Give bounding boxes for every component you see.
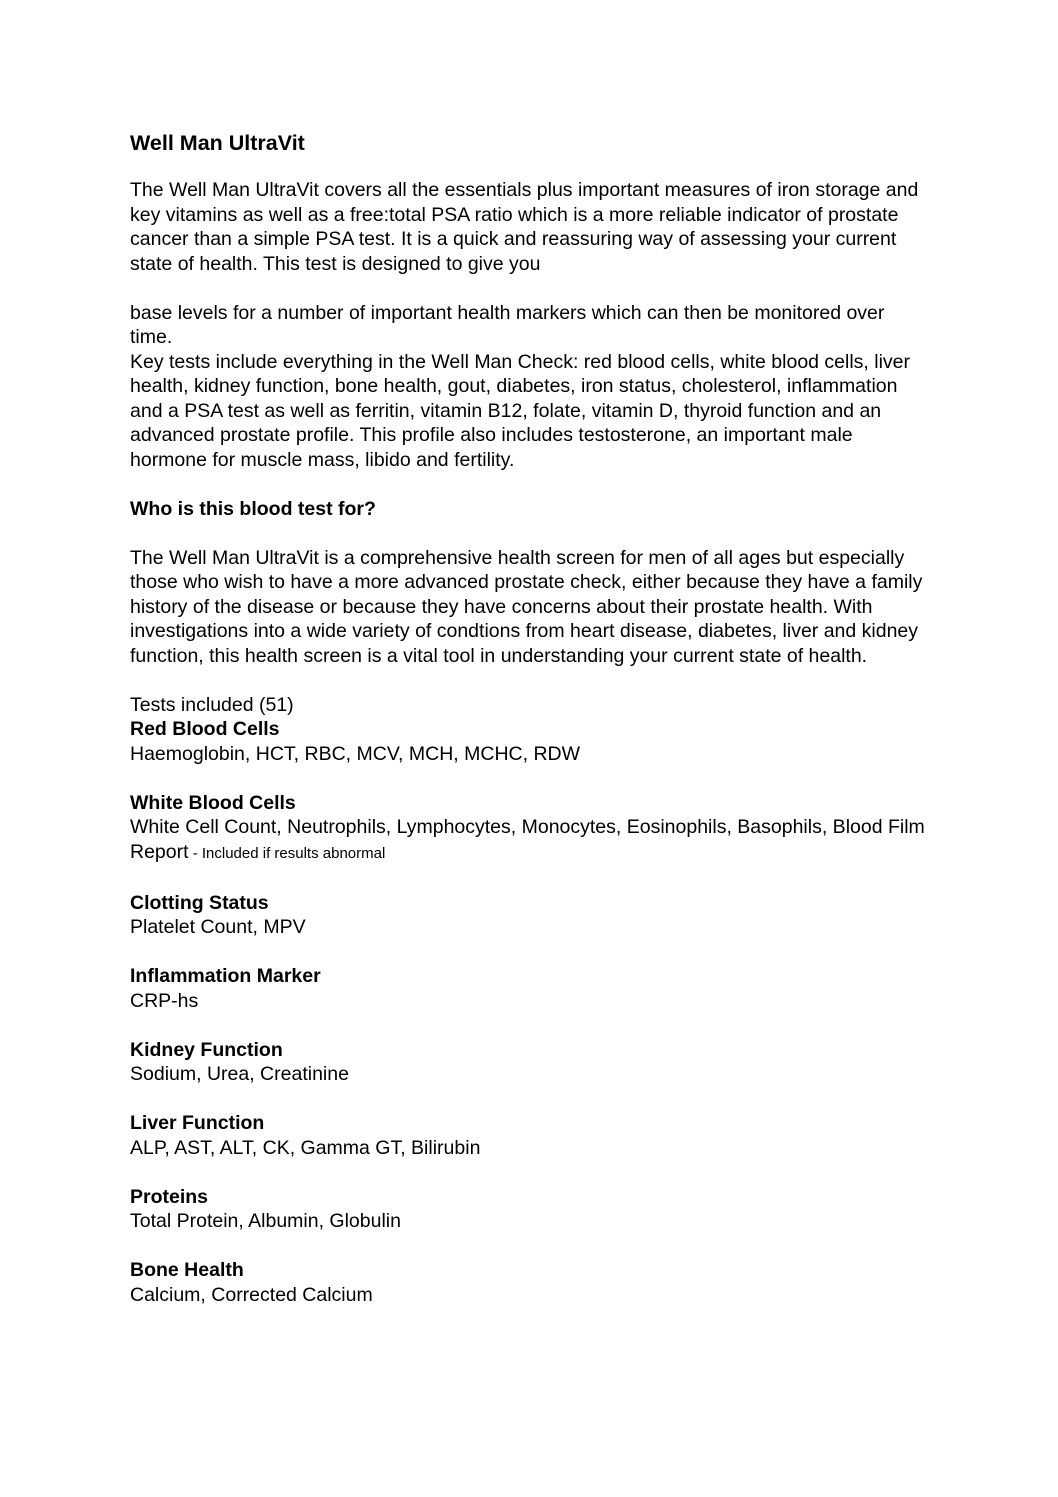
test-section-white-blood-cells <box>130 791 930 867</box>
section-title: Proteins <box>130 1185 209 1208</box>
test-section-inflammation-marker <box>130 964 930 1013</box>
section-title: White Blood Cells <box>130 791 296 814</box>
section-items: CRP-hs <box>130 989 199 1012</box>
test-section-proteins <box>130 1185 930 1234</box>
section-items-wrapper <box>130 815 930 866</box>
section-items: Haemoglobin, HCT, RBC, MCV, MCH, MCHC, RDW <box>130 742 581 765</box>
section-items: Platelet Count, MPV <box>130 916 306 938</box>
section-items: Sodium, Urea, Creatinine <box>130 1063 349 1085</box>
section-items: Calcium, Corrected Calcium <box>130 1283 373 1306</box>
section-items: ALP, AST, ALT, CK, Gamma GT, Bilirubin <box>130 1136 481 1159</box>
section-title: Red Blood Cells <box>130 718 280 740</box>
test-section-red-blood-cells <box>130 717 930 766</box>
section-title: Clotting Status <box>130 891 269 914</box>
section-title: Inflammation Marker <box>130 965 321 987</box>
section-items: Total Protein, Albumin, Globulin <box>130 1210 401 1232</box>
intro-paragraph: The Well Man UltraVit covers all the essentials plus important measures of iron storage and key vitamins as well as a free:total PSA ratio which is a more reliable indicator of prostate cancer than a simple PSA test. It is a quick and reassuring way of assessing your current state of health. This test is designed to give you <box>130 179 919 275</box>
section-note: - Included if results abnormal <box>188 844 386 862</box>
test-section-bone-health <box>130 1258 930 1307</box>
test-section-clotting-status <box>130 891 930 940</box>
document-title: Well Man UltraVit <box>130 131 305 155</box>
test-section-liver-function <box>130 1111 930 1160</box>
section-title: Kidney Function <box>130 1038 283 1061</box>
who-paragraph: The Well Man UltraVit is a comprehensive health screen for men of all ages but especially those who wish to have a more advanced prostate check, either because they have a family history of the disease or because they have concerns about their prostate health. With investigations into a wide variety of condtions from heart disease, diabetes, liver and kidney function, this health screen is a vital tool in understanding your current state of health. <box>130 546 923 667</box>
intro-paragraph: Key tests include everything in the Well Man Check: red blood cells, white blood cells, liver health, kidney function, bone health, gout, diabetes, iron status, cholesterol, inflammation and a PSA test as well as ferritin, vitamin B12, folate, vitamin D, thyroid function and an advanced prostate profile. This profile also includes testosterone, an important male hormone for muscle mass, libido and fertility. <box>130 350 911 471</box>
document-page <box>130 128 930 1307</box>
test-section-kidney-function <box>130 1038 930 1087</box>
section-title: Liver Function <box>130 1112 265 1134</box>
tests-included-label: Tests included (51) <box>130 693 294 716</box>
intro-paragraph: base levels for a number of important health markers which can then be monitored over time. <box>130 301 885 348</box>
section-title: Bone Health <box>130 1259 244 1281</box>
section-items: White Cell Count, Neutrophils, Lymphocytes, Monocytes, Eosinophils, Basophils, Blood Film Report <box>130 816 925 863</box>
who-heading: Who is this blood test for? <box>130 497 376 520</box>
